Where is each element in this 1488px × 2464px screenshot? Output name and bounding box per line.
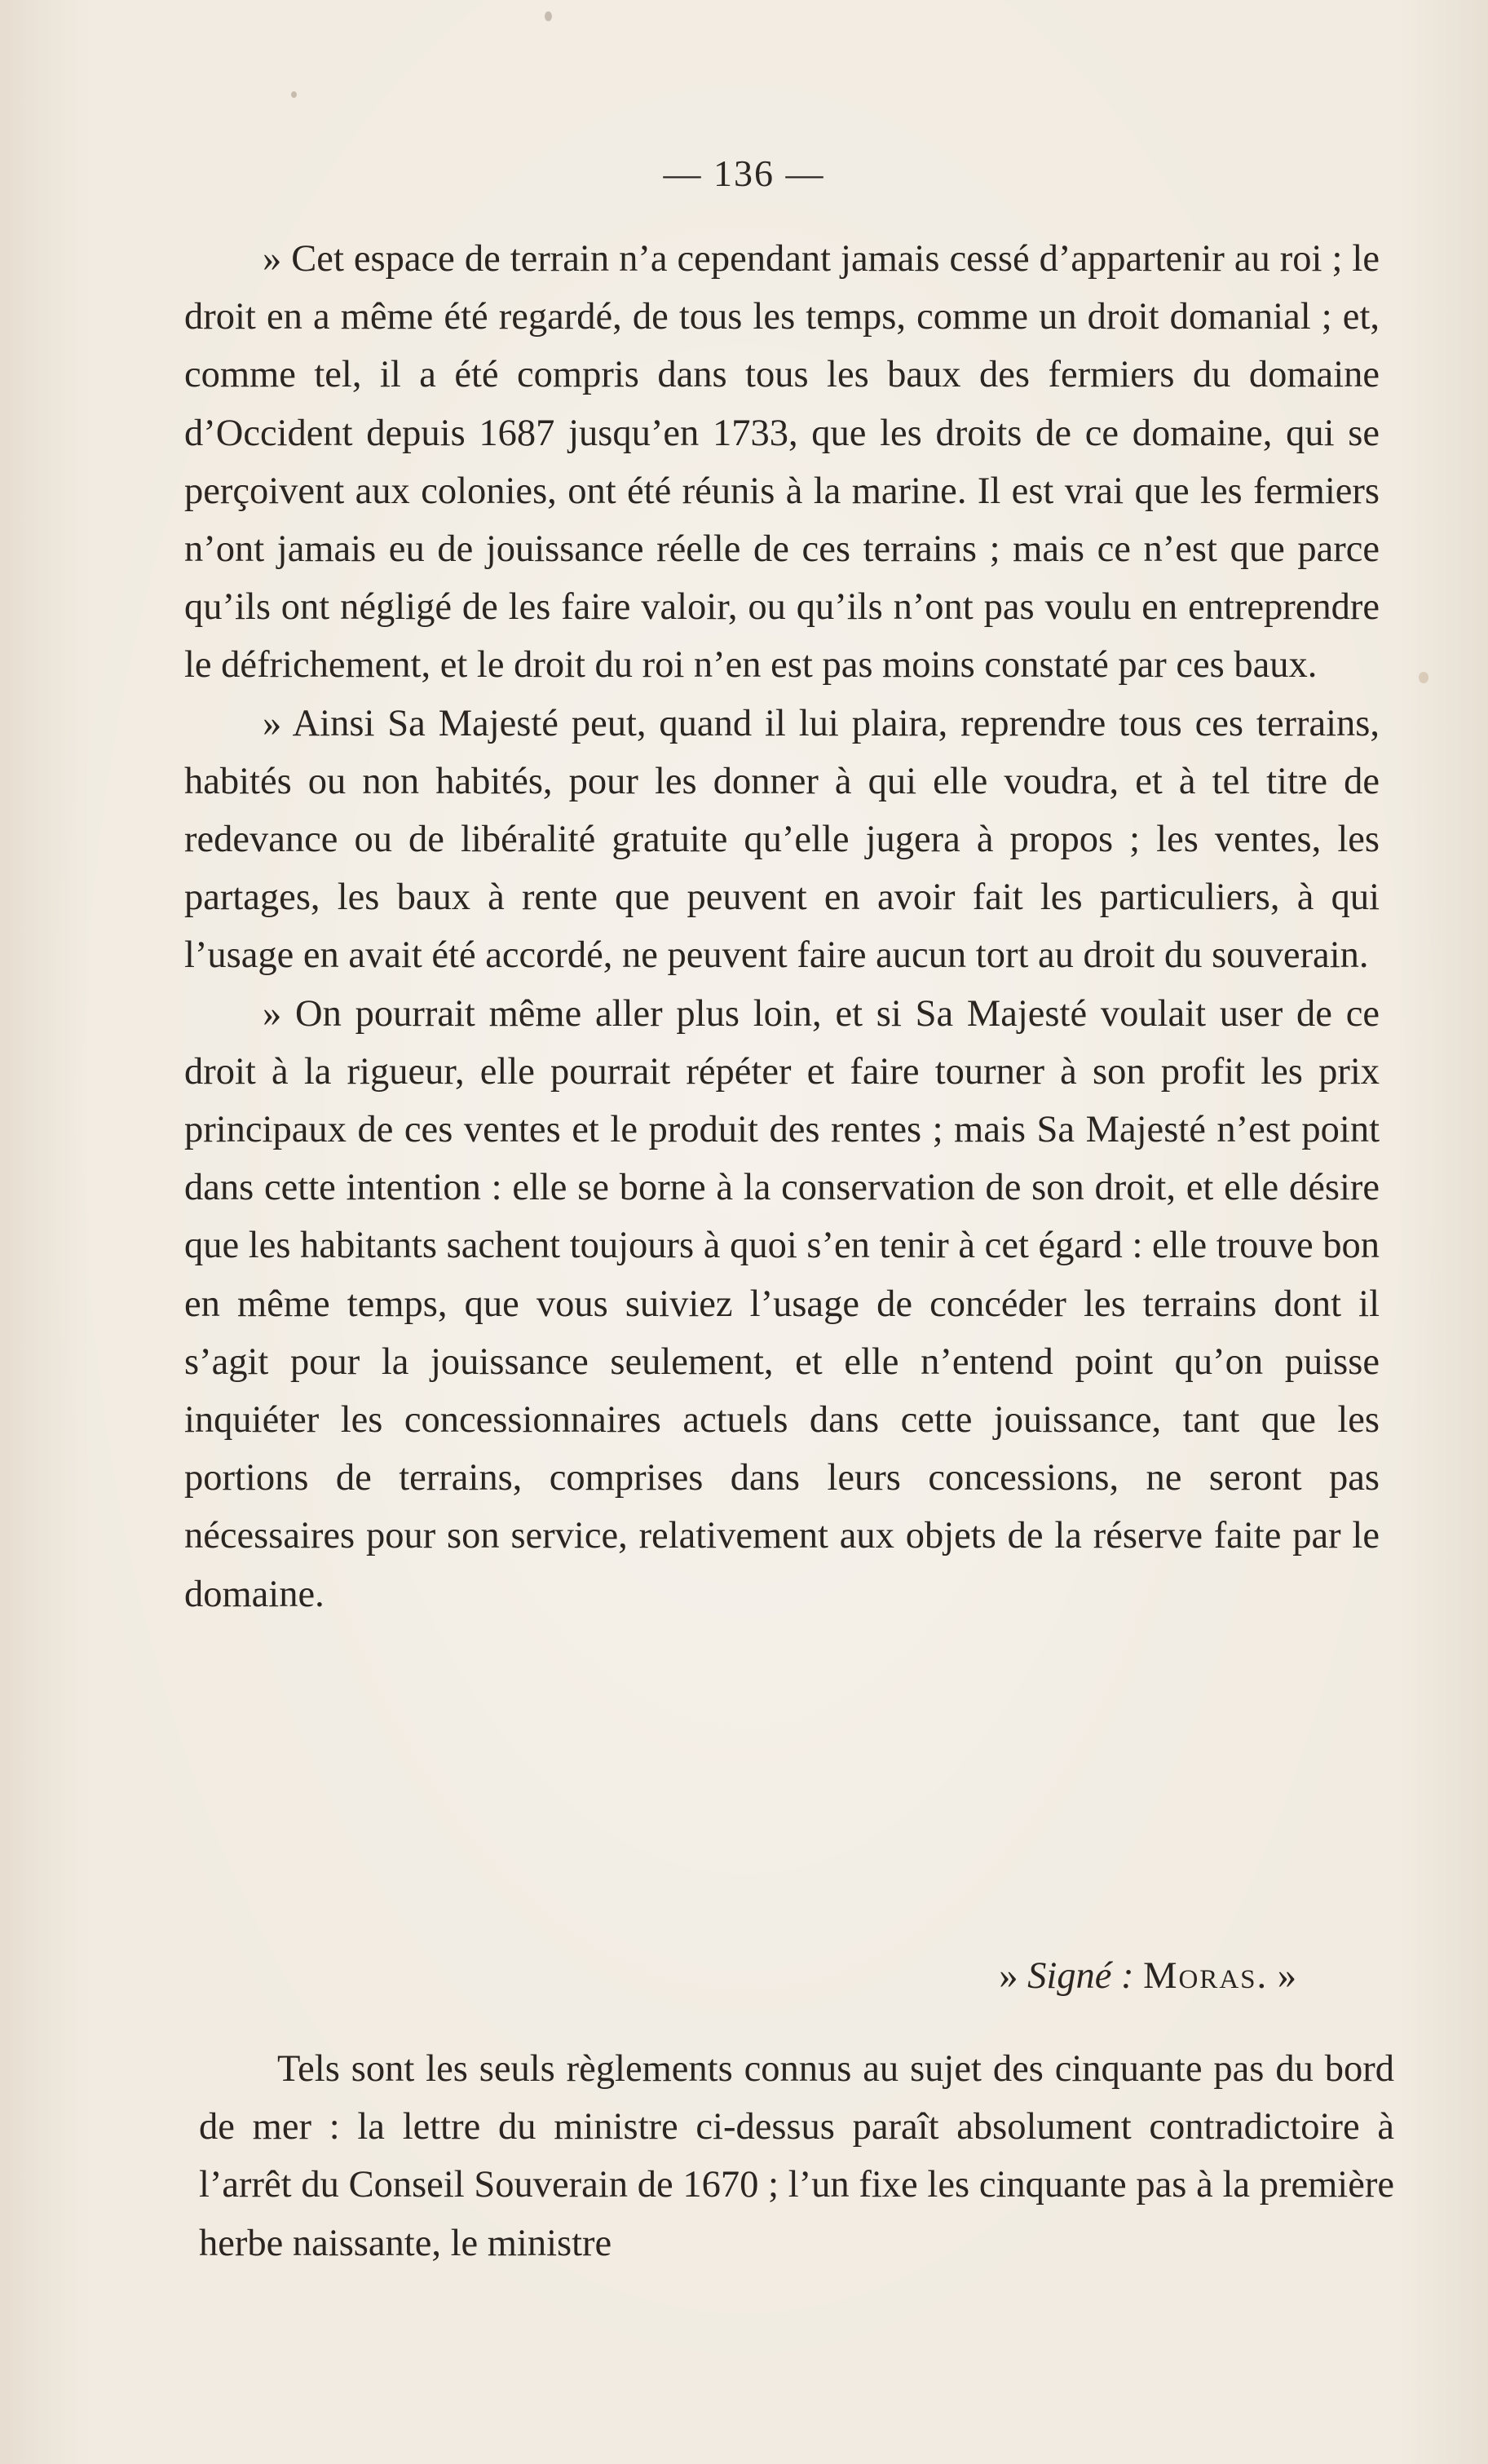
signature-label: Signé : [1027, 1955, 1134, 1997]
paper-speck [1419, 672, 1428, 683]
closing-text [199, 2040, 1394, 2272]
signature-close-quote: » [1277, 1955, 1296, 1997]
paper-speck [545, 11, 552, 21]
page-number: — 136 — [663, 152, 825, 194]
body-text [184, 230, 1380, 1623]
paragraph-conservation: » On pourrait même aller plus loin, et si Sa Majesté voulait user de ce droit à la rigueur, elle pourrait répéter et faire tourner à son profit les prix principaux de ces ventes et le produit des rentes ; mais Sa Majesté n’est point dans cette intention : elle se borne à la conservation de son droit, et elle désire que les habitants sachent toujours à quoi s’en tenir à cet égard : elle trouve bon en même temps, que vous suiviez l’usage de concéder les terrains dont il s’agit pour la jouissance seulement, et elle n’entend point qu’on puisse inquiéter les concessionnaires actuels dans cette jouissance, tant que les portions de terrains, comprises dans leurs concessions, ne seront pas nécessaires pour son service, relativement aux objets de la réserve faite par le domaine. [184, 992, 1380, 1615]
paper-speck [291, 91, 297, 98]
signature-name: Moras. [1143, 1955, 1269, 1997]
signature-open-quote: » [999, 1955, 1018, 1997]
signature [0, 1947, 1296, 2005]
paragraph-domain-rights: » Cet espace de terrain n’a cependant jamais cessé d’appartenir au roi ; le droit en a même été regardé, de tous les temps, comme un droit domanial ; et, comme tel, il a été compris dans tous les baux des fermiers du domaine d’Occident depuis 1687 jusqu’en 1733, que les droits de ce domaine, qui se perçoivent aux colonies, ont été réunis à la marine. Il est vrai que les fermiers n’ont jamais eu de jouissance réelle de ces terrains ; mais ce n’est que parce qu’ils ont négligé de les faire valoir, ou qu’ils n’ont pas voulu en entreprendre le défrichement, et le droit du roi n’en est pas moins constaté par ces baux. [184, 238, 1380, 687]
paragraph-majesty-reclaim: » Ainsi Sa Majesté peut, quand il lui plaira, reprendre tous ces terrains, habités ou non habités, pour les donner à qui elle voudra, et à tel titre de redevance ou de libéralité gratuite qu’elle jugera à propos ; les ventes, les partages, les baux à rente que peuvent en avoir fait les particuliers, à qui l’usage en avait été accordé, ne peuvent faire aucun tort au droit du souverain. [184, 702, 1380, 977]
paragraph-regulations: Tels sont les seuls règlements connus au sujet des cinquante pas du bord de mer : la lettre du ministre ci-dessus paraît absolument contradictoire à l’arrêt du Conseil Souverain de 1670 ; l’un fixe les cinquante pas à la première herbe naissante, le ministre [199, 2048, 1394, 2264]
